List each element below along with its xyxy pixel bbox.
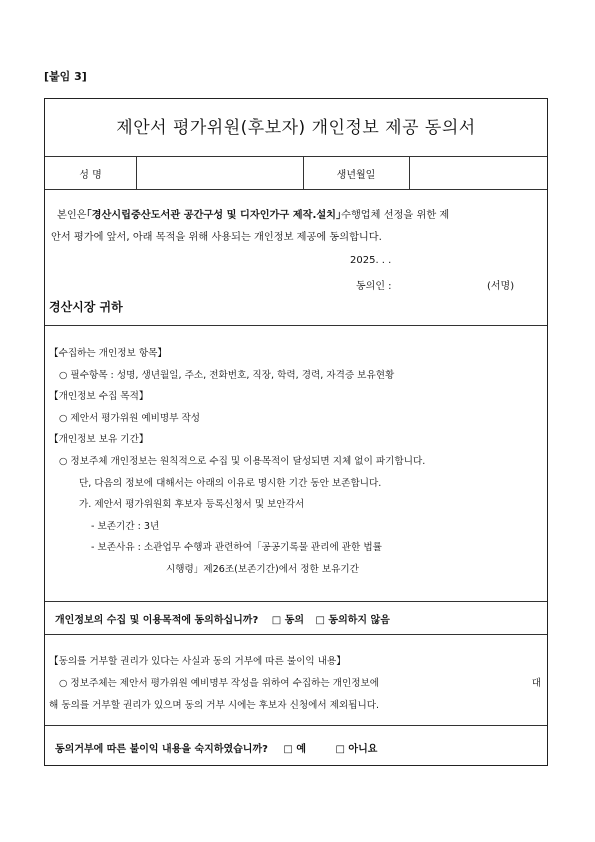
birth-label: 생년월일 [336, 170, 376, 181]
purpose-text: ○ 제안서 평가위원 예비명부 작성 [59, 412, 201, 424]
period-line-2: 단, 다음의 정보에 대해서는 아래의 이유로 명시한 기간 동안 보존합니다. [79, 477, 382, 489]
divider [45, 601, 547, 602]
consent-suffix: 수행업체 선정을 위한 제 [341, 210, 450, 221]
items-text: ○ 필수항목 : 성명, 생년월일, 주소, 전화번호, 직장, 학력, 경력, 자격증 보유현황 [59, 369, 395, 381]
refusal-line-1: ○ 정보주체는 제안서 평가위원 예비명부 작성을 위하여 수집하는 개인정보에 [59, 678, 380, 689]
question-acknowledge [55, 740, 377, 755]
sign-mark[interactable]: (서명) [487, 281, 515, 292]
consent-date: 2025. . . [350, 255, 392, 266]
period-heading: 【개인정보 보유 기간】 [49, 434, 149, 446]
period-line-4: - 보존기간 : 3년 [91, 520, 160, 532]
divider [45, 156, 547, 157]
period-line-1: ○ 정보주체 개인정보는 원칙적으로 수집 및 이용목적이 달성되면 지체 없이 파기합니다. [59, 455, 426, 467]
acknowledge-no-checkbox[interactable]: □ 아니요 [335, 744, 378, 755]
items-heading: 【수집하는 개인정보 항목】 [49, 348, 167, 359]
refusal-section [49, 651, 543, 717]
period-line-5: - 보존사유 : 소관업무 수행과 관련하여「공공기록물 관리에 관한 법률 [91, 542, 382, 554]
divider [45, 325, 547, 326]
consent-yes-checkbox[interactable]: □ 동의 [271, 615, 305, 626]
question-consent [55, 611, 390, 626]
form-title: 제안서 평가위원(후보자) 개인정보 제공 동의서 [116, 118, 476, 138]
consent-statement [51, 205, 541, 249]
refusal-line-1-end: 대 [531, 678, 541, 689]
name-field[interactable] [136, 161, 303, 185]
attachment-label: [붙임 3] [44, 70, 87, 83]
period-line-6: 시행령」제26조(보존기간)에서 정한 보유기간 [166, 563, 359, 575]
signer-label: 동의인 : [356, 281, 392, 292]
consent-no-checkbox[interactable]: □ 동의하지 않음 [315, 615, 390, 626]
recipient: 경산시장 귀하 [49, 300, 123, 314]
consent-prefix: 본인은 [57, 210, 87, 221]
divider [45, 725, 547, 726]
consent-line-2: 안서 평가에 앞서, 아래 목적을 위해 사용되는 개인정보 제공에 동의합니다. [51, 232, 382, 243]
project-name: ｢경산시립중산도서관 공간구성 및 디자인가구 제작.설치｣ [86, 210, 342, 221]
name-label: 성 명 [79, 170, 102, 181]
consent-form [44, 98, 548, 766]
purpose-heading: 【개인정보 수집 목적】 [49, 391, 149, 403]
birth-field[interactable] [409, 161, 547, 185]
period-line-3: 가. 제안서 평가위원회 후보자 등록신청서 및 보안각서 [79, 499, 305, 511]
question-consent-text: 개인정보의 수집 및 이용목적에 동의하십니까? [55, 615, 259, 626]
question-acknowledge-text: 동의거부에 따른 불이익 내용을 숙지하였습니까? [55, 744, 268, 755]
acknowledge-yes-checkbox[interactable]: □ 예 [283, 744, 307, 755]
divider [45, 189, 547, 190]
info-section [49, 343, 543, 581]
refusal-line-2: 해 동의를 거부할 권리가 있으며 동의 거부 시에는 후보자 신청에서 제외됩니다. [49, 700, 380, 711]
refusal-heading: 【동의를 거부할 권리가 있다는 사실과 동의 거부에 따른 불이익 내용】 [49, 656, 346, 667]
divider [45, 634, 547, 635]
